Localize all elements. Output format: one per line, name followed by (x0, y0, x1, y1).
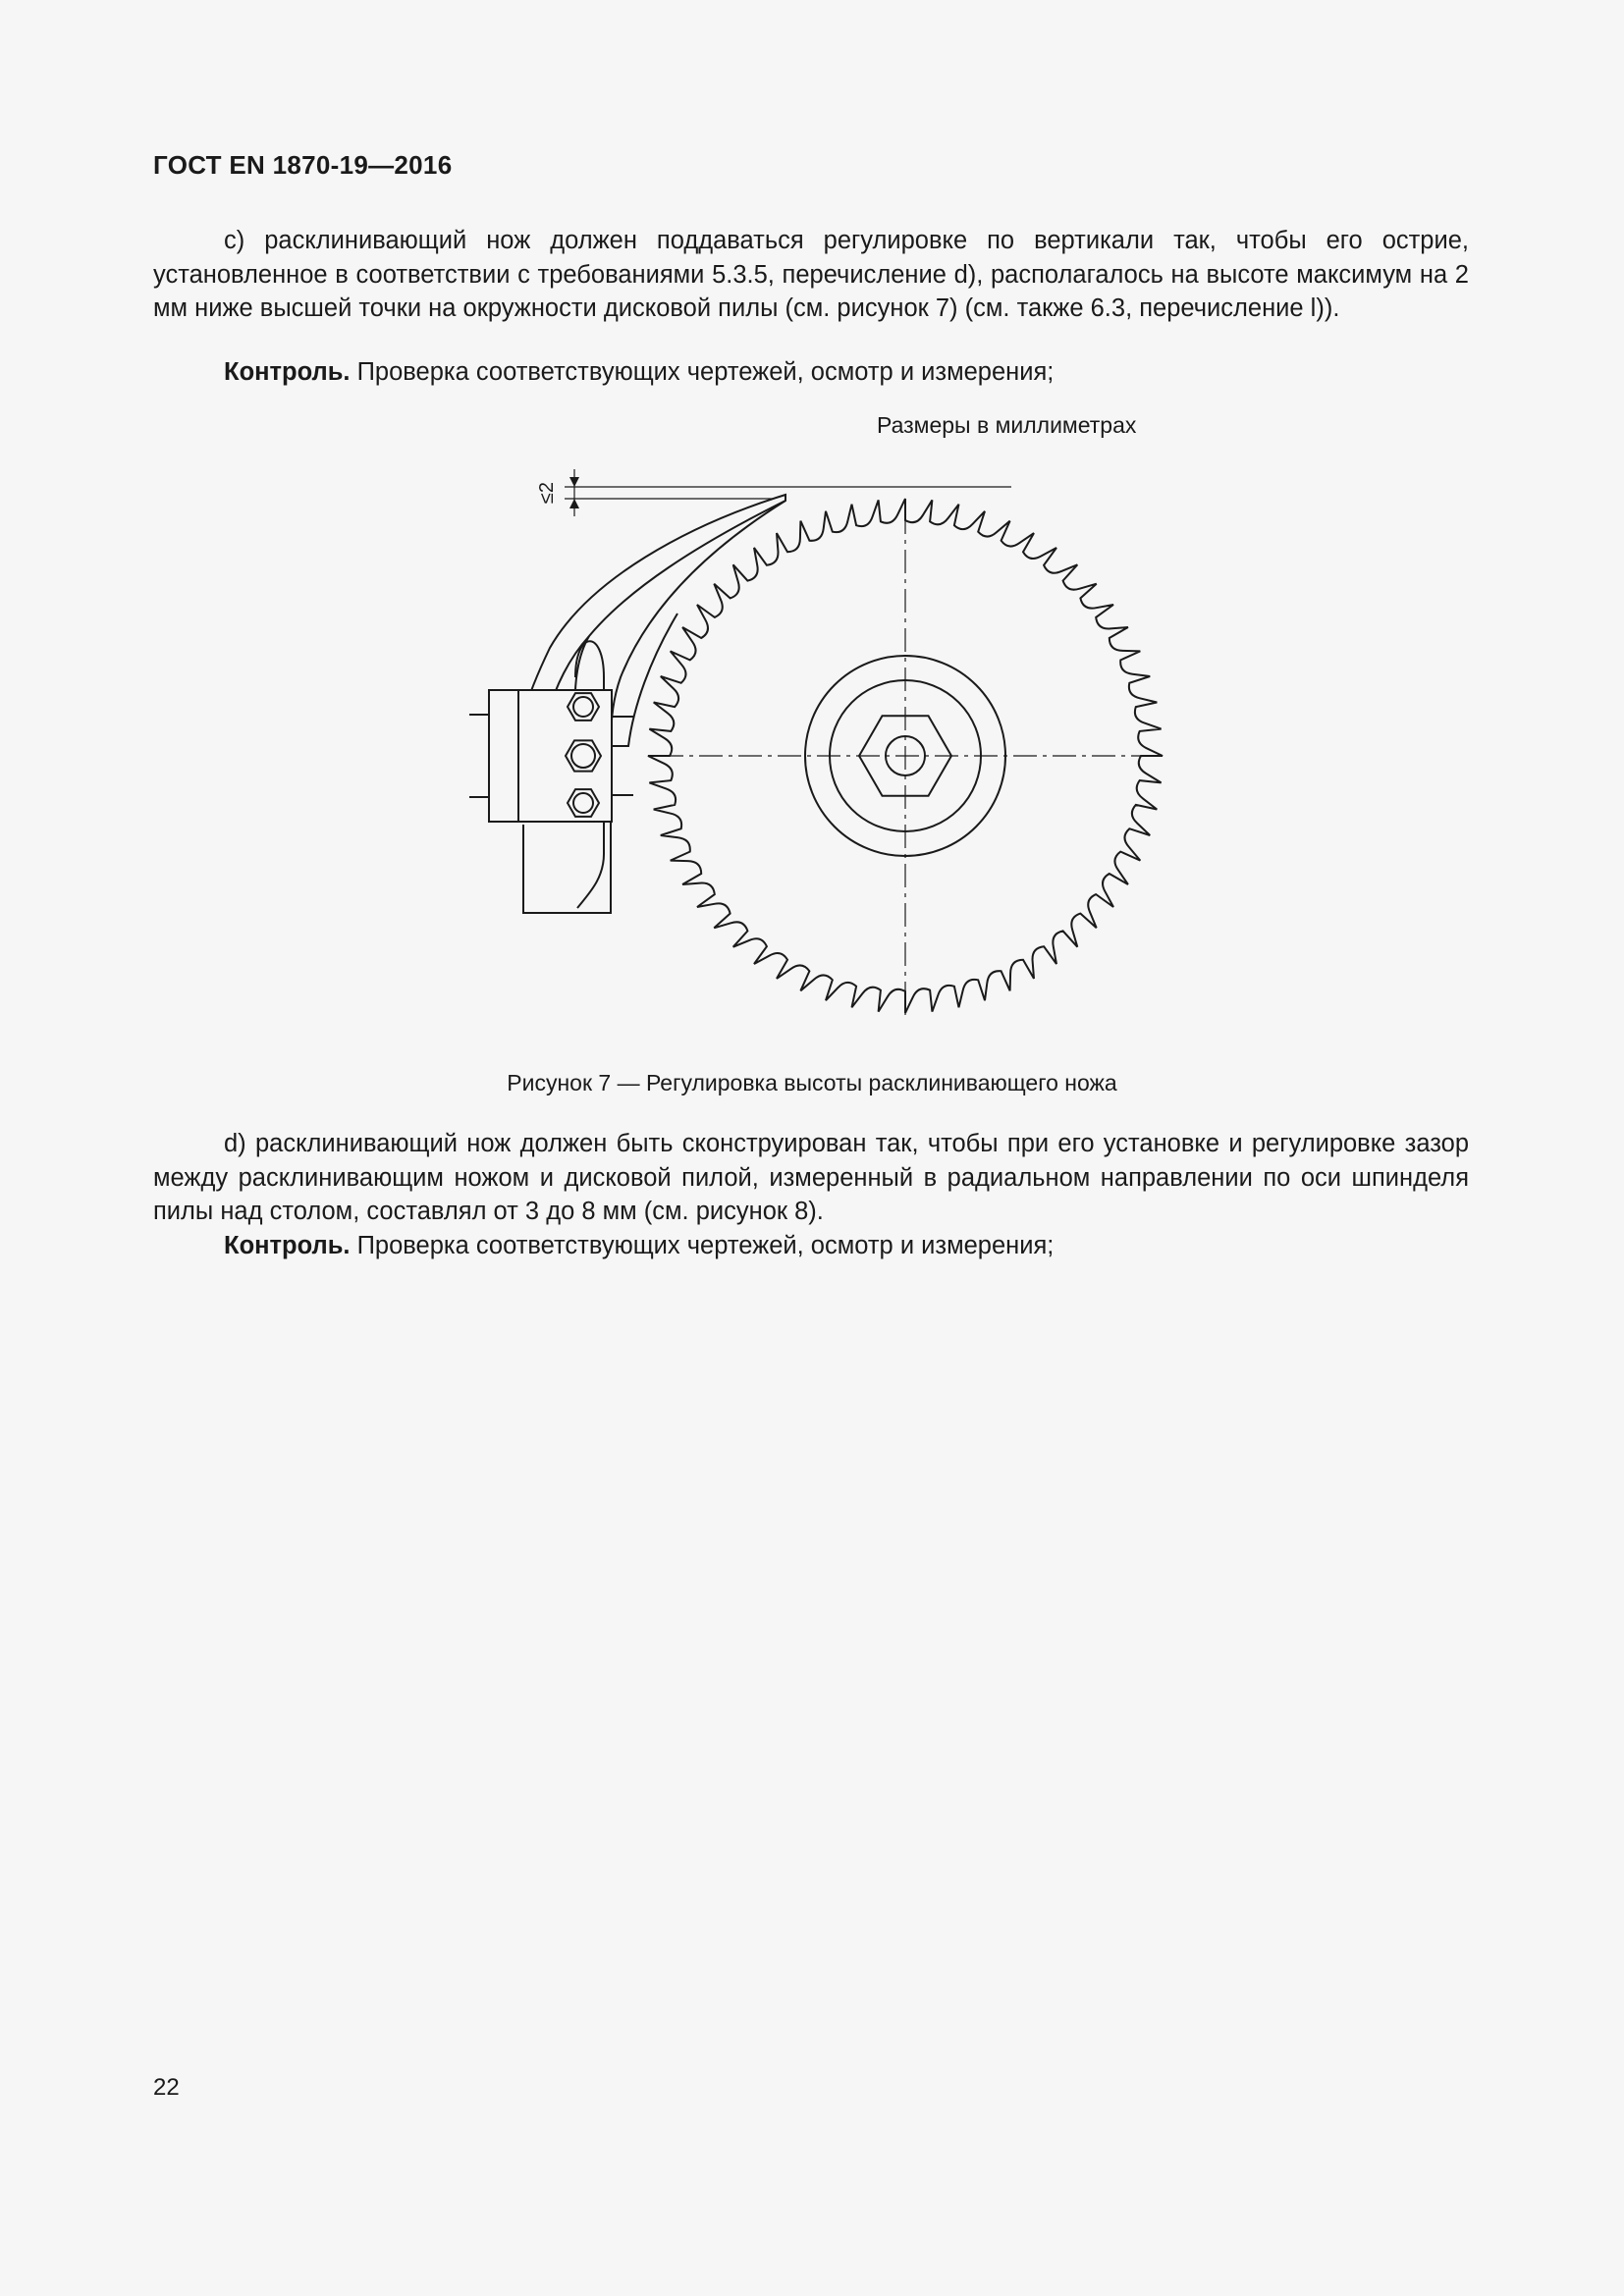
control-text: Проверка соответствующих чертежей, осмотр и измерения; (350, 1232, 1055, 1259)
dimension-arrow-down (569, 477, 579, 487)
control-note-2 (224, 1229, 1054, 1263)
control-text: Проверка соответствующих чертежей, осмотр и измерения; (350, 358, 1055, 386)
item-c-text: c) расклинивающий нож должен поддаваться регулировке по вертикали так, чтобы его острие, установленное в соответствии с требованиями 5.3.5, перечисление d), располагалось на высоте максимум на 2 мм ниже высшей точки на окружности дисковой пилы (см. рисунок 7) (см. также 6.3, перечисление l)). (153, 227, 1469, 322)
control-label: Контроль. (224, 1232, 351, 1259)
document-header: ГОСТ EN 1870-19—2016 (153, 150, 453, 180)
item-d-text: d) расклинивающий нож должен быть сконструирован так, чтобы при его установке и регулировке зазор между расклинивающим ножом и дисковой пилой, измеренный в радиальном направлении по оси шпинделя пилы над столом, составлял от 3 до 8 мм (см. рисунок 8). (153, 1130, 1469, 1225)
paragraph-item-d (153, 1127, 1469, 1229)
control-label: Контроль. (224, 358, 351, 386)
page-number: 22 (153, 2074, 180, 2101)
figure-riving-knife-diagram (0, 0, 1624, 1060)
dimension-arrow-up (569, 499, 579, 508)
dimension-label: ≤2 (536, 481, 558, 505)
dimensions-note: Размеры в миллиметрах (877, 412, 1137, 438)
figure-caption: Рисунок 7 — Регулировка высоты расклинивающего ножа (507, 1070, 1117, 1095)
